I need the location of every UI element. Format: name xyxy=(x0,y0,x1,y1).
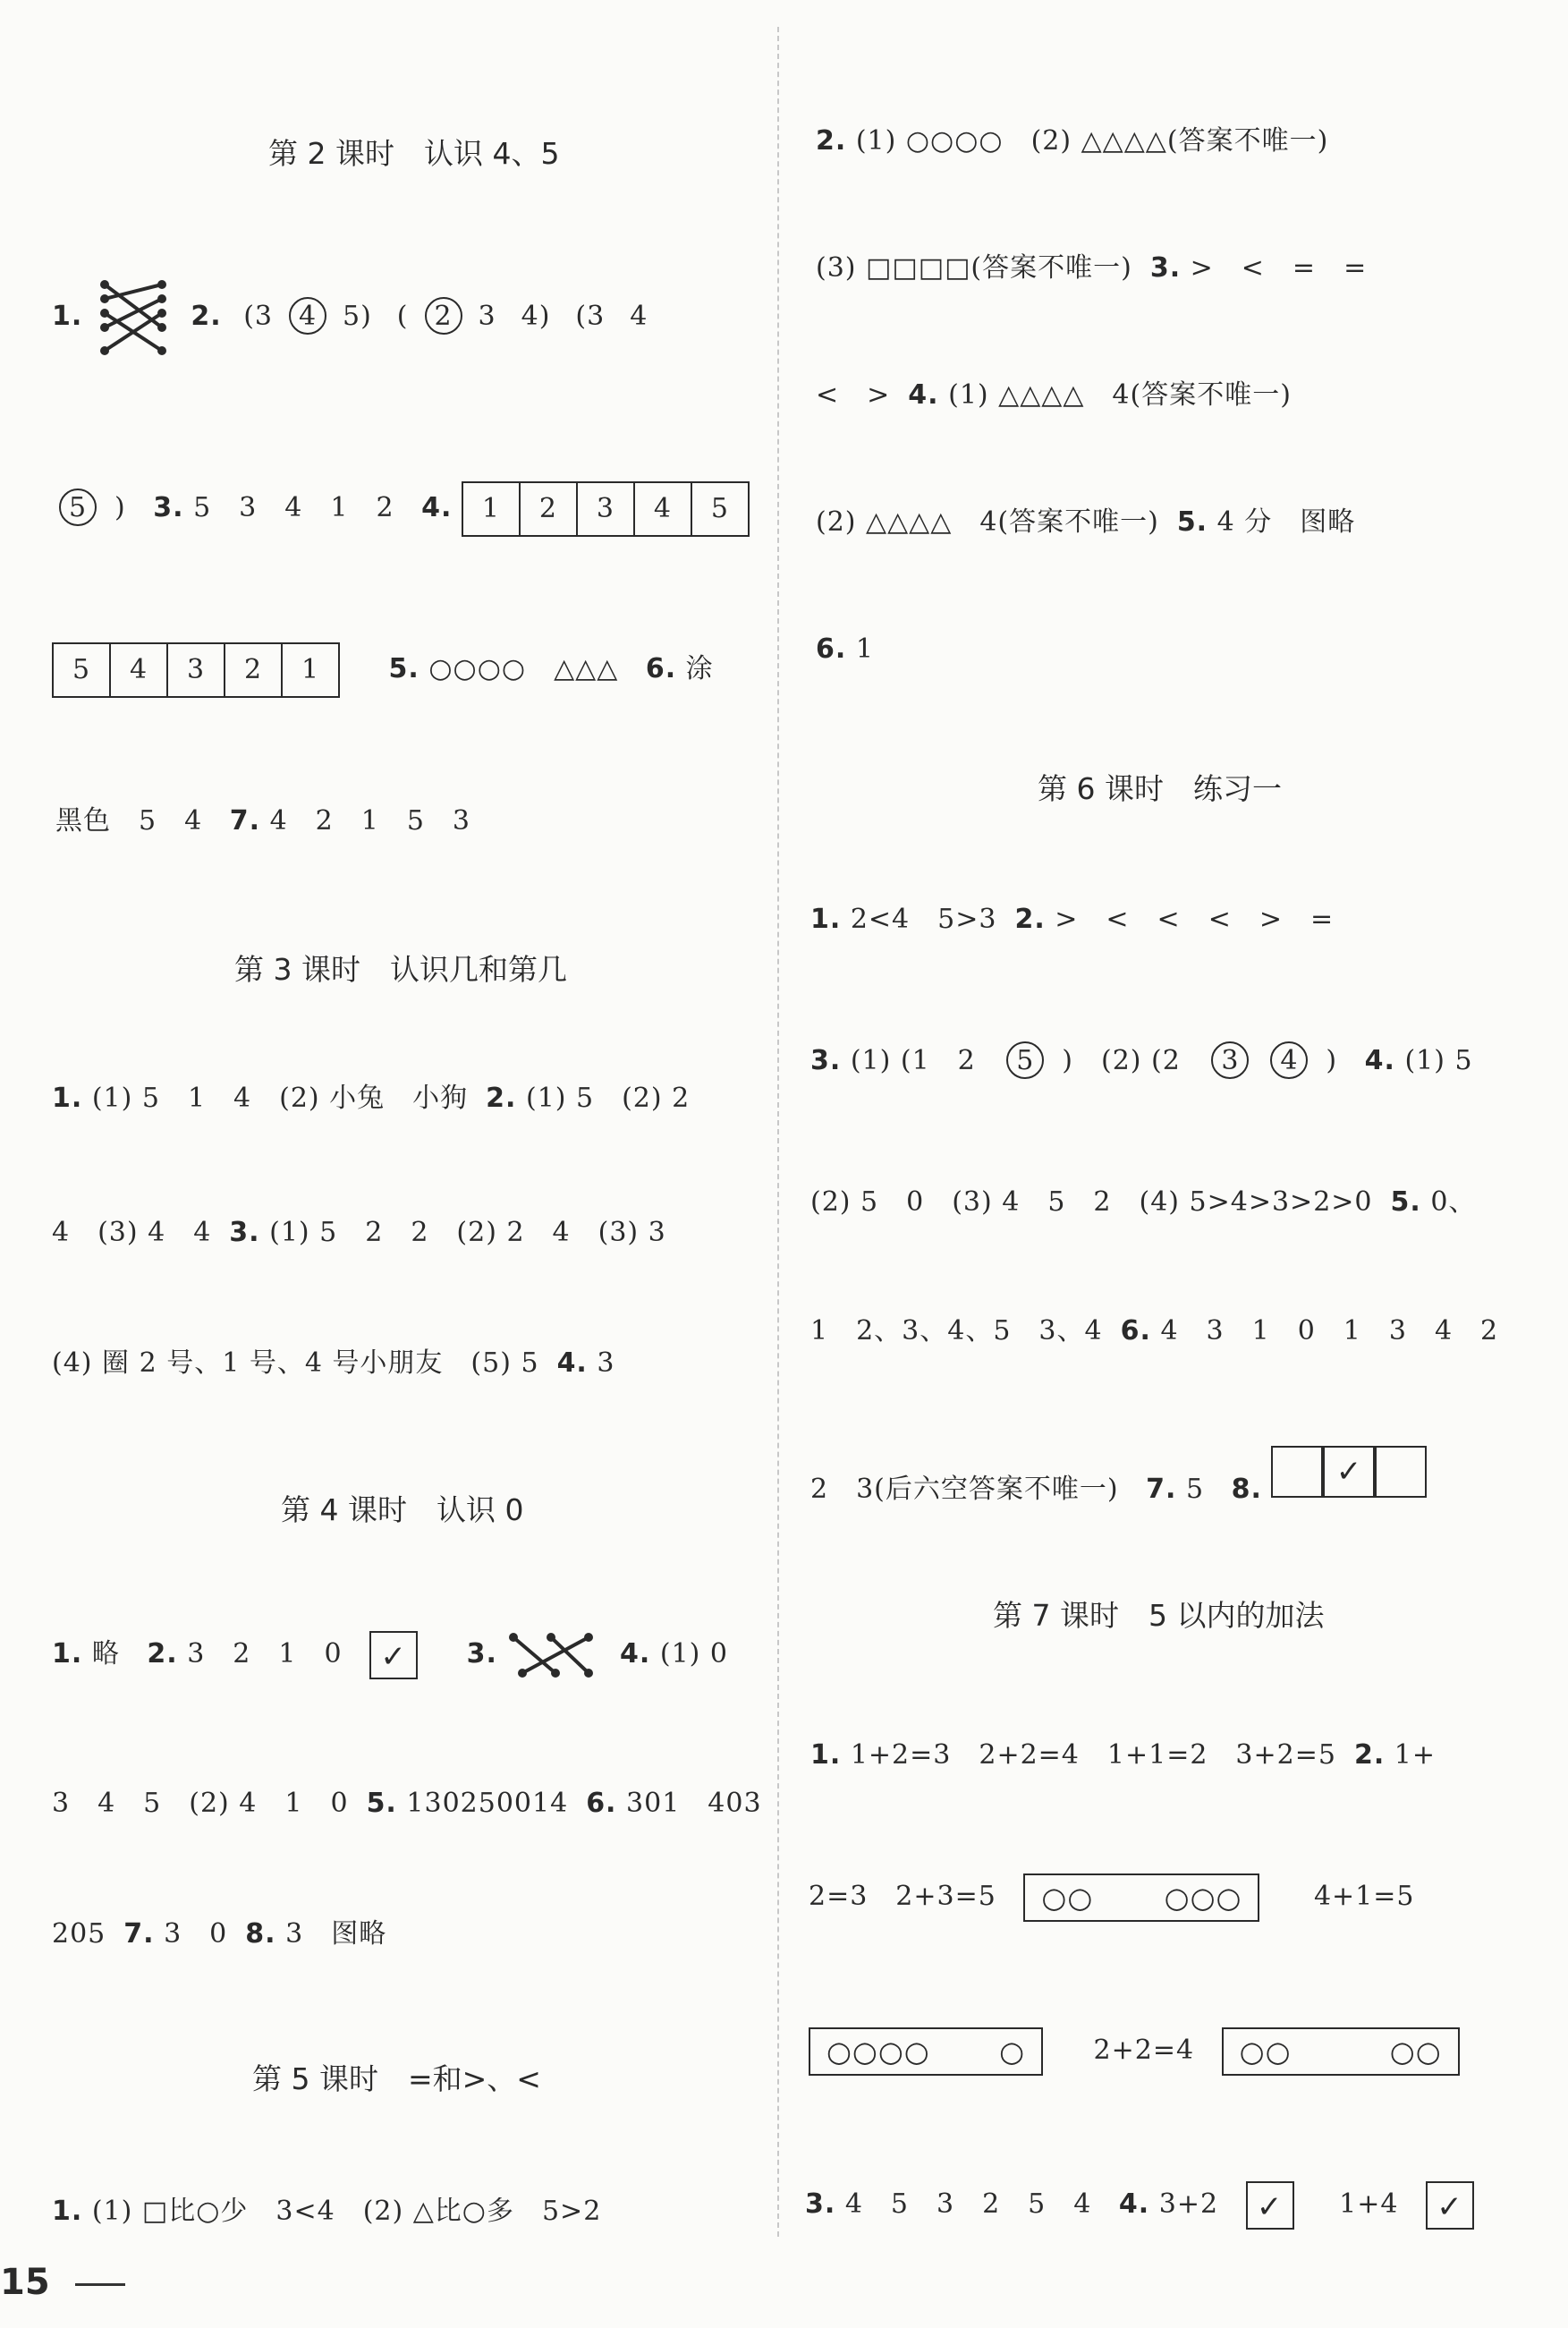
circled-number: 4 xyxy=(289,297,326,335)
lesson-6-row-5: 2 3(后六空答案不唯一) 7. 5 8. ✓ xyxy=(810,1446,1445,1509)
lesson-2-row-2: 5 ) 3. 5 3 4 1 2 4. 1 2 3 4 5 xyxy=(55,481,767,537)
lesson-6-row-1 xyxy=(810,900,1352,939)
question-number: 6. xyxy=(586,1788,617,1819)
strip-cell: 1 xyxy=(463,483,521,535)
question-number: 4. xyxy=(556,1347,588,1379)
number-strip-ascending xyxy=(462,481,750,537)
lesson-3-row-2 xyxy=(52,1213,684,1253)
circled-number: 5 xyxy=(1006,1041,1044,1079)
sequence-number: (3 xyxy=(575,301,606,332)
answer-text: (1) 5 2 2 (2) 2 4 (3) 3 xyxy=(269,1217,666,1248)
question-number: 2. xyxy=(1014,904,1046,935)
column-divider xyxy=(777,27,779,2237)
answer-text: 205 xyxy=(52,1918,106,1950)
answer-text: (1) △△△△ 4(答案不唯一) xyxy=(948,379,1292,411)
answer-box xyxy=(1271,1446,1323,1498)
question-number: 2. xyxy=(1353,1739,1386,1771)
answer-text: > < < < > = xyxy=(1055,904,1335,935)
question-number: 3. xyxy=(1149,252,1182,284)
answer-text: 3 xyxy=(597,1347,615,1379)
circled-number: 5 xyxy=(59,489,97,526)
answer-text: (4) 圈 2 号、1 号、4 号小朋友 (5) 5 xyxy=(52,1347,539,1379)
check-box: ✓ xyxy=(369,1631,418,1679)
answer-text: 4 分 图略 xyxy=(1216,506,1356,538)
answer-text: 2<4 5>3 xyxy=(850,904,997,935)
answer-text: 4 (3) 4 4 xyxy=(52,1217,212,1248)
circled-number: 2 xyxy=(425,297,462,335)
lesson-7-row-4: 3. 4 5 3 2 5 4 4. 3+2 ✓ 1+4 ✓ xyxy=(805,2181,1492,2230)
strip-cell: 4 xyxy=(635,483,692,535)
answer-text: 3 0 xyxy=(164,1918,228,1950)
lesson-7-heading: 第 7 课时 5 以内的加法 xyxy=(993,1598,1325,1633)
page-number: 15 xyxy=(0,2262,125,2303)
answer-box xyxy=(1375,1446,1427,1498)
lesson-7-row-1 xyxy=(810,1736,1454,1775)
question-number: 5. xyxy=(1176,506,1208,538)
number-sequence xyxy=(231,301,660,332)
lesson-4-row-1: 1. 略 2. 3 2 1 0 ✓ 3. 4. (1) 0 xyxy=(52,1630,746,1680)
lesson-2-row-3: 5 4 3 2 1 5. ○○○○ △△△ 6. 涂 xyxy=(52,642,732,698)
lesson-4-heading: 第 4 课时 认识 0 xyxy=(281,1492,524,1527)
answer-text: (2) 5 0 (3) 4 5 2 (4) 5>4>3>2>0 xyxy=(810,1186,1373,1218)
strip-cell: 5 xyxy=(54,644,111,696)
strip-cell: 2 xyxy=(225,644,283,696)
circled-number: 3 xyxy=(1211,1041,1249,1079)
sequence-number: 4 xyxy=(630,301,648,332)
lesson-5-cont-row-1 xyxy=(816,122,1346,161)
answer-text: 301 403 xyxy=(626,1788,762,1819)
strip-cell: 3 xyxy=(578,483,635,535)
strip-cell: 3 xyxy=(168,644,225,696)
lesson-7-row-3: ○○○○ ○ 2+2=4 ○○ ○○ xyxy=(809,2027,1478,2076)
answer-text: 4 3 1 0 1 3 4 2 xyxy=(1160,1315,1499,1347)
circle-group-box: ○○ ○○○ xyxy=(1023,1873,1259,1922)
question-number: 2. xyxy=(816,125,847,157)
lesson-5-heading: 第 5 课时 =和>、< xyxy=(252,2061,541,2096)
lesson-6-row-4 xyxy=(810,1312,1516,1351)
number-strip-descending xyxy=(52,642,340,698)
lesson-7-row-2: 2=3 2+3=5 ○○ ○○○ 4+1=5 xyxy=(809,1873,1433,1922)
crossing-lines-diagram xyxy=(506,1630,596,1680)
answer-text: 1 xyxy=(855,633,874,665)
circle-group-box: ○○ ○○ xyxy=(1222,2027,1460,2076)
question-number: 1. xyxy=(810,1739,842,1771)
answer-text: (1) □比○少 3<4 (2) △比○多 5>2 xyxy=(91,2196,602,2227)
lesson-3-row-1 xyxy=(52,1079,708,1118)
lesson-6-row-2: 3. (1) (1 2 5 ) (2) (2 3 4 ) 4. (1) 5 xyxy=(810,1041,1491,1081)
sequence-number: (3 xyxy=(243,301,273,332)
answer-text: (3) □□□□(答案不唯一) xyxy=(816,252,1132,284)
check-box: ✓ xyxy=(1246,2181,1294,2230)
lesson-3-heading: 第 3 课时 认识几和第几 xyxy=(234,952,567,987)
lesson-5-row-1 xyxy=(52,2192,619,2231)
answer-text: 0、 xyxy=(1430,1186,1477,1218)
page-number-rule xyxy=(75,2283,125,2286)
question-number: 5. xyxy=(366,1788,397,1819)
question-number: 1. xyxy=(52,2196,83,2227)
answer-text: (2) △△△△ 4(答案不唯一) xyxy=(816,506,1159,538)
answer-text: 3 4 5 (2) 4 1 0 xyxy=(52,1788,349,1819)
lesson-5-cont-row-4 xyxy=(816,503,1373,542)
answer-text: 1+ xyxy=(1394,1739,1437,1771)
answer-text: (1) ○○○○ (2) △△△△(答案不唯一) xyxy=(855,125,1329,157)
lesson-5-cont-row-5 xyxy=(816,630,892,669)
question-number: 6. xyxy=(816,633,847,665)
answer-text: 3 图略 xyxy=(285,1918,387,1950)
question-number: 2. xyxy=(486,1083,517,1114)
lesson-4-row-2 xyxy=(52,1784,780,1823)
question-number: 6. xyxy=(1120,1315,1151,1347)
answer-text: 1+2=3 2+2=4 1+1=2 3+2=5 xyxy=(850,1739,1336,1771)
strip-cell: 1 xyxy=(301,654,320,685)
lesson-2-heading: 第 2 课时 认识 4、5 xyxy=(268,136,560,171)
question-number: 8. xyxy=(245,1918,276,1950)
lesson-5-cont-row-3 xyxy=(816,376,1309,415)
answer-boxes xyxy=(1271,1446,1427,1498)
question-number: 3. xyxy=(229,1217,260,1248)
answer-box: ✓ xyxy=(1323,1446,1375,1498)
question-number: 4. xyxy=(908,379,939,411)
question-number: 7. xyxy=(123,1918,155,1950)
answer-text: (1) 5 (2) 2 xyxy=(525,1083,691,1114)
question-number: 1. xyxy=(810,904,842,935)
lesson-3-row-3 xyxy=(52,1344,632,1383)
question-number: 5. xyxy=(1390,1186,1421,1218)
sequence-number: ( xyxy=(396,301,409,332)
answer-text: < > xyxy=(816,379,891,411)
question-number: 1. xyxy=(52,1083,83,1114)
strip-cell: 2 xyxy=(521,483,578,535)
strip-cell: 4 xyxy=(111,644,168,696)
lesson-2-row-4: 黑色 5 4 7. 4 2 1 5 3 xyxy=(55,805,470,837)
answer-text: 130250014 xyxy=(406,1788,569,1819)
circle-group-box: ○○○○ ○ xyxy=(809,2027,1043,2076)
sequence-number: 3 xyxy=(478,301,496,332)
lesson-4-row-3 xyxy=(52,1915,404,1954)
matching-lines-diagram xyxy=(97,277,169,358)
lesson-6-row-3 xyxy=(810,1183,1494,1222)
check-box: ✓ xyxy=(1426,2181,1474,2230)
lesson-5-cont-row-2 xyxy=(816,249,1385,288)
lesson-2-row-1: 1. 2. (3 4 5) ( 2 3 4) (3 4 xyxy=(52,277,678,358)
answer-text: 1 2、3、4、5 3、4 xyxy=(810,1315,1103,1347)
sequence-number: 4) xyxy=(521,301,551,332)
strip-cell: 5 xyxy=(710,493,729,524)
answer-text: > < = = xyxy=(1190,252,1368,284)
sequence-number: 5) xyxy=(343,301,372,332)
answer-text: (1) 5 1 4 (2) 小兔 小狗 xyxy=(91,1083,469,1114)
circled-number: 4 xyxy=(1270,1041,1308,1079)
lesson-6-heading: 第 6 课时 练习一 xyxy=(1038,771,1282,806)
